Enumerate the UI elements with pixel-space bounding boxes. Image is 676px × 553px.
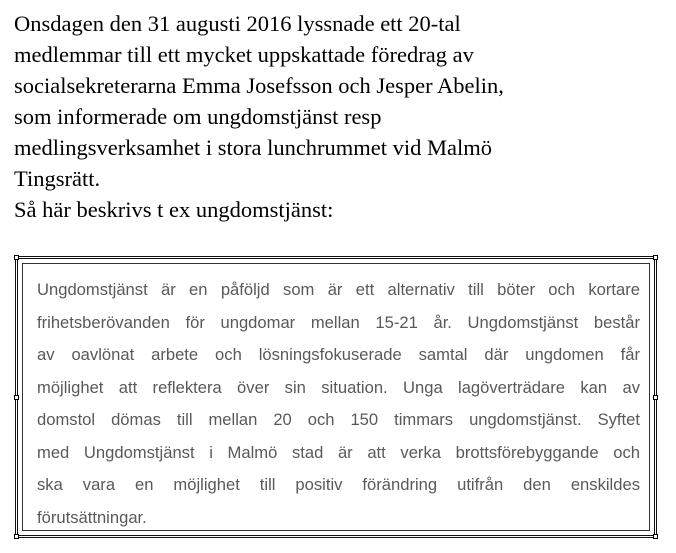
quote-line: av oavlönat arbete och lösningsfokuserade samtal där ungdomen får <box>37 345 640 364</box>
intro-line: som informerade om ungdomstjänst resp <box>14 104 382 129</box>
intro-paragraph <box>14 8 664 225</box>
quote-line: frihetsberövanden för ungdomar mellan 15-21 år. Ungdomstjänst består <box>37 312 640 332</box>
quote-line: Ungdomstjänst är en påföljd som är ett alternativ till böter och kortare <box>37 280 640 299</box>
resize-handle-bottom-left[interactable] <box>14 534 19 539</box>
intro-line: Onsdagen den 31 augusti 2016 lyssnade ett 20-tal <box>14 11 461 36</box>
resize-handle-top-right[interactable] <box>653 255 658 260</box>
quote-text-box[interactable] <box>15 256 657 538</box>
intro-line: Tingsrätt. <box>14 166 101 191</box>
quote-line: förutsättningar. <box>37 507 147 527</box>
resize-handle-bottom-right[interactable] <box>653 534 658 539</box>
quote-line: domstol dömas till mellan 20 och 150 timmars ungdomstjänst. Syftet <box>37 410 640 429</box>
resize-handle-middle-right[interactable] <box>653 395 658 400</box>
intro-line: Så här beskrivs t ex ungdomstjänst: <box>14 197 334 222</box>
intro-line: socialsekreterarna Emma Josefsson och Jesper Abelin, <box>14 73 504 98</box>
quote-line: ska vara en möjlighet till positiv förändring utifrån den enskildes <box>37 475 640 494</box>
quote-line: möjlighet att reflektera över sin situation. Unga lagöverträdare kan av <box>37 377 640 397</box>
resize-handle-middle-left[interactable] <box>14 395 19 400</box>
quote-line: med Ungdomstjänst i Malmö stad är att verka brottsförebyggande och <box>37 442 640 462</box>
quote-text[interactable] <box>37 274 640 534</box>
intro-line: medlemmar till ett mycket uppskattade föredrag av <box>14 42 474 67</box>
intro-line: medlingsverksamhet i stora lunchrummet vid Malmö <box>14 135 493 160</box>
resize-handle-top-left[interactable] <box>14 255 19 260</box>
